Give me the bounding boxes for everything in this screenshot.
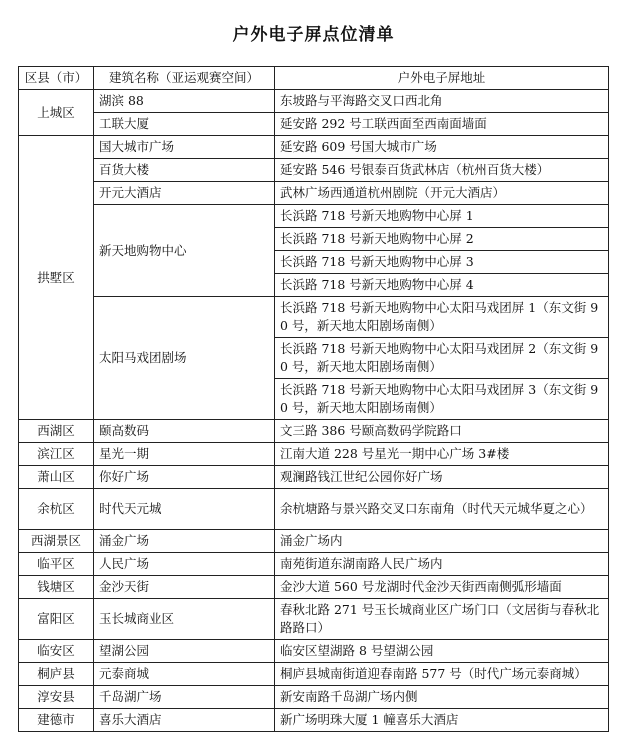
district-cell: 临平区 xyxy=(19,553,94,576)
address-cell: 长浜路 718 号新天地购物中心屏 4 xyxy=(275,274,609,297)
address-cell: 长浜路 718 号新天地购物中心太阳马戏团屏 3（东文街 90 号，新天地太阳剧场南侧） xyxy=(275,379,609,420)
district-cell: 西湖景区 xyxy=(19,530,94,553)
address-cell: 武林广场西通道杭州剧院（开元大酒店） xyxy=(275,182,609,205)
page-title: 户外电子屏点位清单 xyxy=(232,25,395,45)
table-header-row xyxy=(19,67,609,90)
address-cell: 涌金广场内 xyxy=(275,530,609,553)
building-cell: 涌金广场 xyxy=(94,530,275,553)
building-cell: 望湖公园 xyxy=(94,640,275,663)
building-cell: 太阳马戏团剧场 xyxy=(94,297,275,420)
table-row xyxy=(19,640,609,663)
table-row xyxy=(19,443,609,466)
building-cell: 人民广场 xyxy=(94,553,275,576)
address-cell: 长浜路 718 号新天地购物中心屏 2 xyxy=(275,228,609,251)
table-row xyxy=(19,113,609,136)
address-cell: 长浜路 718 号新天地购物中心太阳马戏团屏 1（东文街 90 号，新天地太阳剧场南侧） xyxy=(275,297,609,338)
table-row xyxy=(19,136,609,159)
building-cell: 元泰商城 xyxy=(94,663,275,686)
address-cell: 长浜路 718 号新天地购物中心太阳马戏团屏 2（东文街 90 号，新天地太阳剧场南侧） xyxy=(275,338,609,379)
screen-location-table xyxy=(18,66,609,732)
building-cell: 星光一期 xyxy=(94,443,275,466)
address-cell: 长浜路 718 号新天地购物中心屏 1 xyxy=(275,205,609,228)
header-district: 区县（市） xyxy=(19,67,94,90)
district-cell: 萧山区 xyxy=(19,466,94,489)
building-cell: 千岛湖广场 xyxy=(94,686,275,709)
district-cell: 滨江区 xyxy=(19,443,94,466)
district-cell: 建德市 xyxy=(19,709,94,732)
address-cell: 南苑街道东湖南路人民广场内 xyxy=(275,553,609,576)
district-cell: 淳安县 xyxy=(19,686,94,709)
building-cell: 金沙天街 xyxy=(94,576,275,599)
address-cell: 延安路 292 号工联西面至西南面墙面 xyxy=(275,113,609,136)
table-row xyxy=(19,159,609,182)
table-row xyxy=(19,90,609,113)
address-cell: 东坡路与平海路交叉口西北角 xyxy=(275,90,609,113)
address-cell: 新广场明珠大厦 1 幢喜乐大酒店 xyxy=(275,709,609,732)
table-row xyxy=(19,599,609,640)
address-cell: 金沙大道 560 号龙湖时代金沙天街西南侧弧形墙面 xyxy=(275,576,609,599)
table-row xyxy=(19,709,609,732)
table-row xyxy=(19,297,609,338)
table-row xyxy=(19,686,609,709)
building-cell: 玉长城商业区 xyxy=(94,599,275,640)
district-cell: 桐庐县 xyxy=(19,663,94,686)
address-cell: 临安区望湖路 8 号望湖公园 xyxy=(275,640,609,663)
building-cell: 工联大厦 xyxy=(94,113,275,136)
district-cell: 上城区 xyxy=(19,90,94,136)
address-cell: 新安南路千岛湖广场内侧 xyxy=(275,686,609,709)
header-address: 户外电子屏地址 xyxy=(275,67,609,90)
building-cell: 颐高数码 xyxy=(94,420,275,443)
building-cell: 湖滨 88 xyxy=(94,90,275,113)
table-row xyxy=(19,182,609,205)
address-cell: 桐庐县城南街道迎春南路 577 号（时代广场元泰商城） xyxy=(275,663,609,686)
building-cell: 你好广场 xyxy=(94,466,275,489)
address-cell: 余杭塘路与景兴路交叉口东南角（时代天元城华夏之心） xyxy=(275,489,609,530)
table-row xyxy=(19,530,609,553)
table-row xyxy=(19,466,609,489)
table-row xyxy=(19,553,609,576)
building-cell: 国大城市广场 xyxy=(94,136,275,159)
table-row xyxy=(19,489,609,530)
building-cell: 开元大酒店 xyxy=(94,182,275,205)
address-cell: 延安路 546 号银泰百货武林店（杭州百货大楼） xyxy=(275,159,609,182)
district-cell: 拱墅区 xyxy=(19,136,94,420)
table-row xyxy=(19,420,609,443)
address-cell: 江南大道 228 号星光一期中心广场 3#楼 xyxy=(275,443,609,466)
header-building: 建筑名称（亚运观赛空间） xyxy=(94,67,275,90)
district-cell: 富阳区 xyxy=(19,599,94,640)
building-cell: 百货大楼 xyxy=(94,159,275,182)
building-cell: 时代天元城 xyxy=(94,489,275,530)
building-cell: 喜乐大酒店 xyxy=(94,709,275,732)
table-row xyxy=(19,576,609,599)
building-cell: 新天地购物中心 xyxy=(94,205,275,297)
address-cell: 观澜路钱江世纪公园你好广场 xyxy=(275,466,609,489)
address-cell: 春秋北路 271 号玉长城商业区广场门口（文居街与春秋北路路口） xyxy=(275,599,609,640)
district-cell: 临安区 xyxy=(19,640,94,663)
district-cell: 钱塘区 xyxy=(19,576,94,599)
address-cell: 延安路 609 号国大城市广场 xyxy=(275,136,609,159)
table-row xyxy=(19,205,609,228)
address-cell: 文三路 386 号颐高数码学院路口 xyxy=(275,420,609,443)
district-cell: 余杭区 xyxy=(19,489,94,530)
address-cell: 长浜路 718 号新天地购物中心屏 3 xyxy=(275,251,609,274)
table-row xyxy=(19,663,609,686)
district-cell: 西湖区 xyxy=(19,420,94,443)
